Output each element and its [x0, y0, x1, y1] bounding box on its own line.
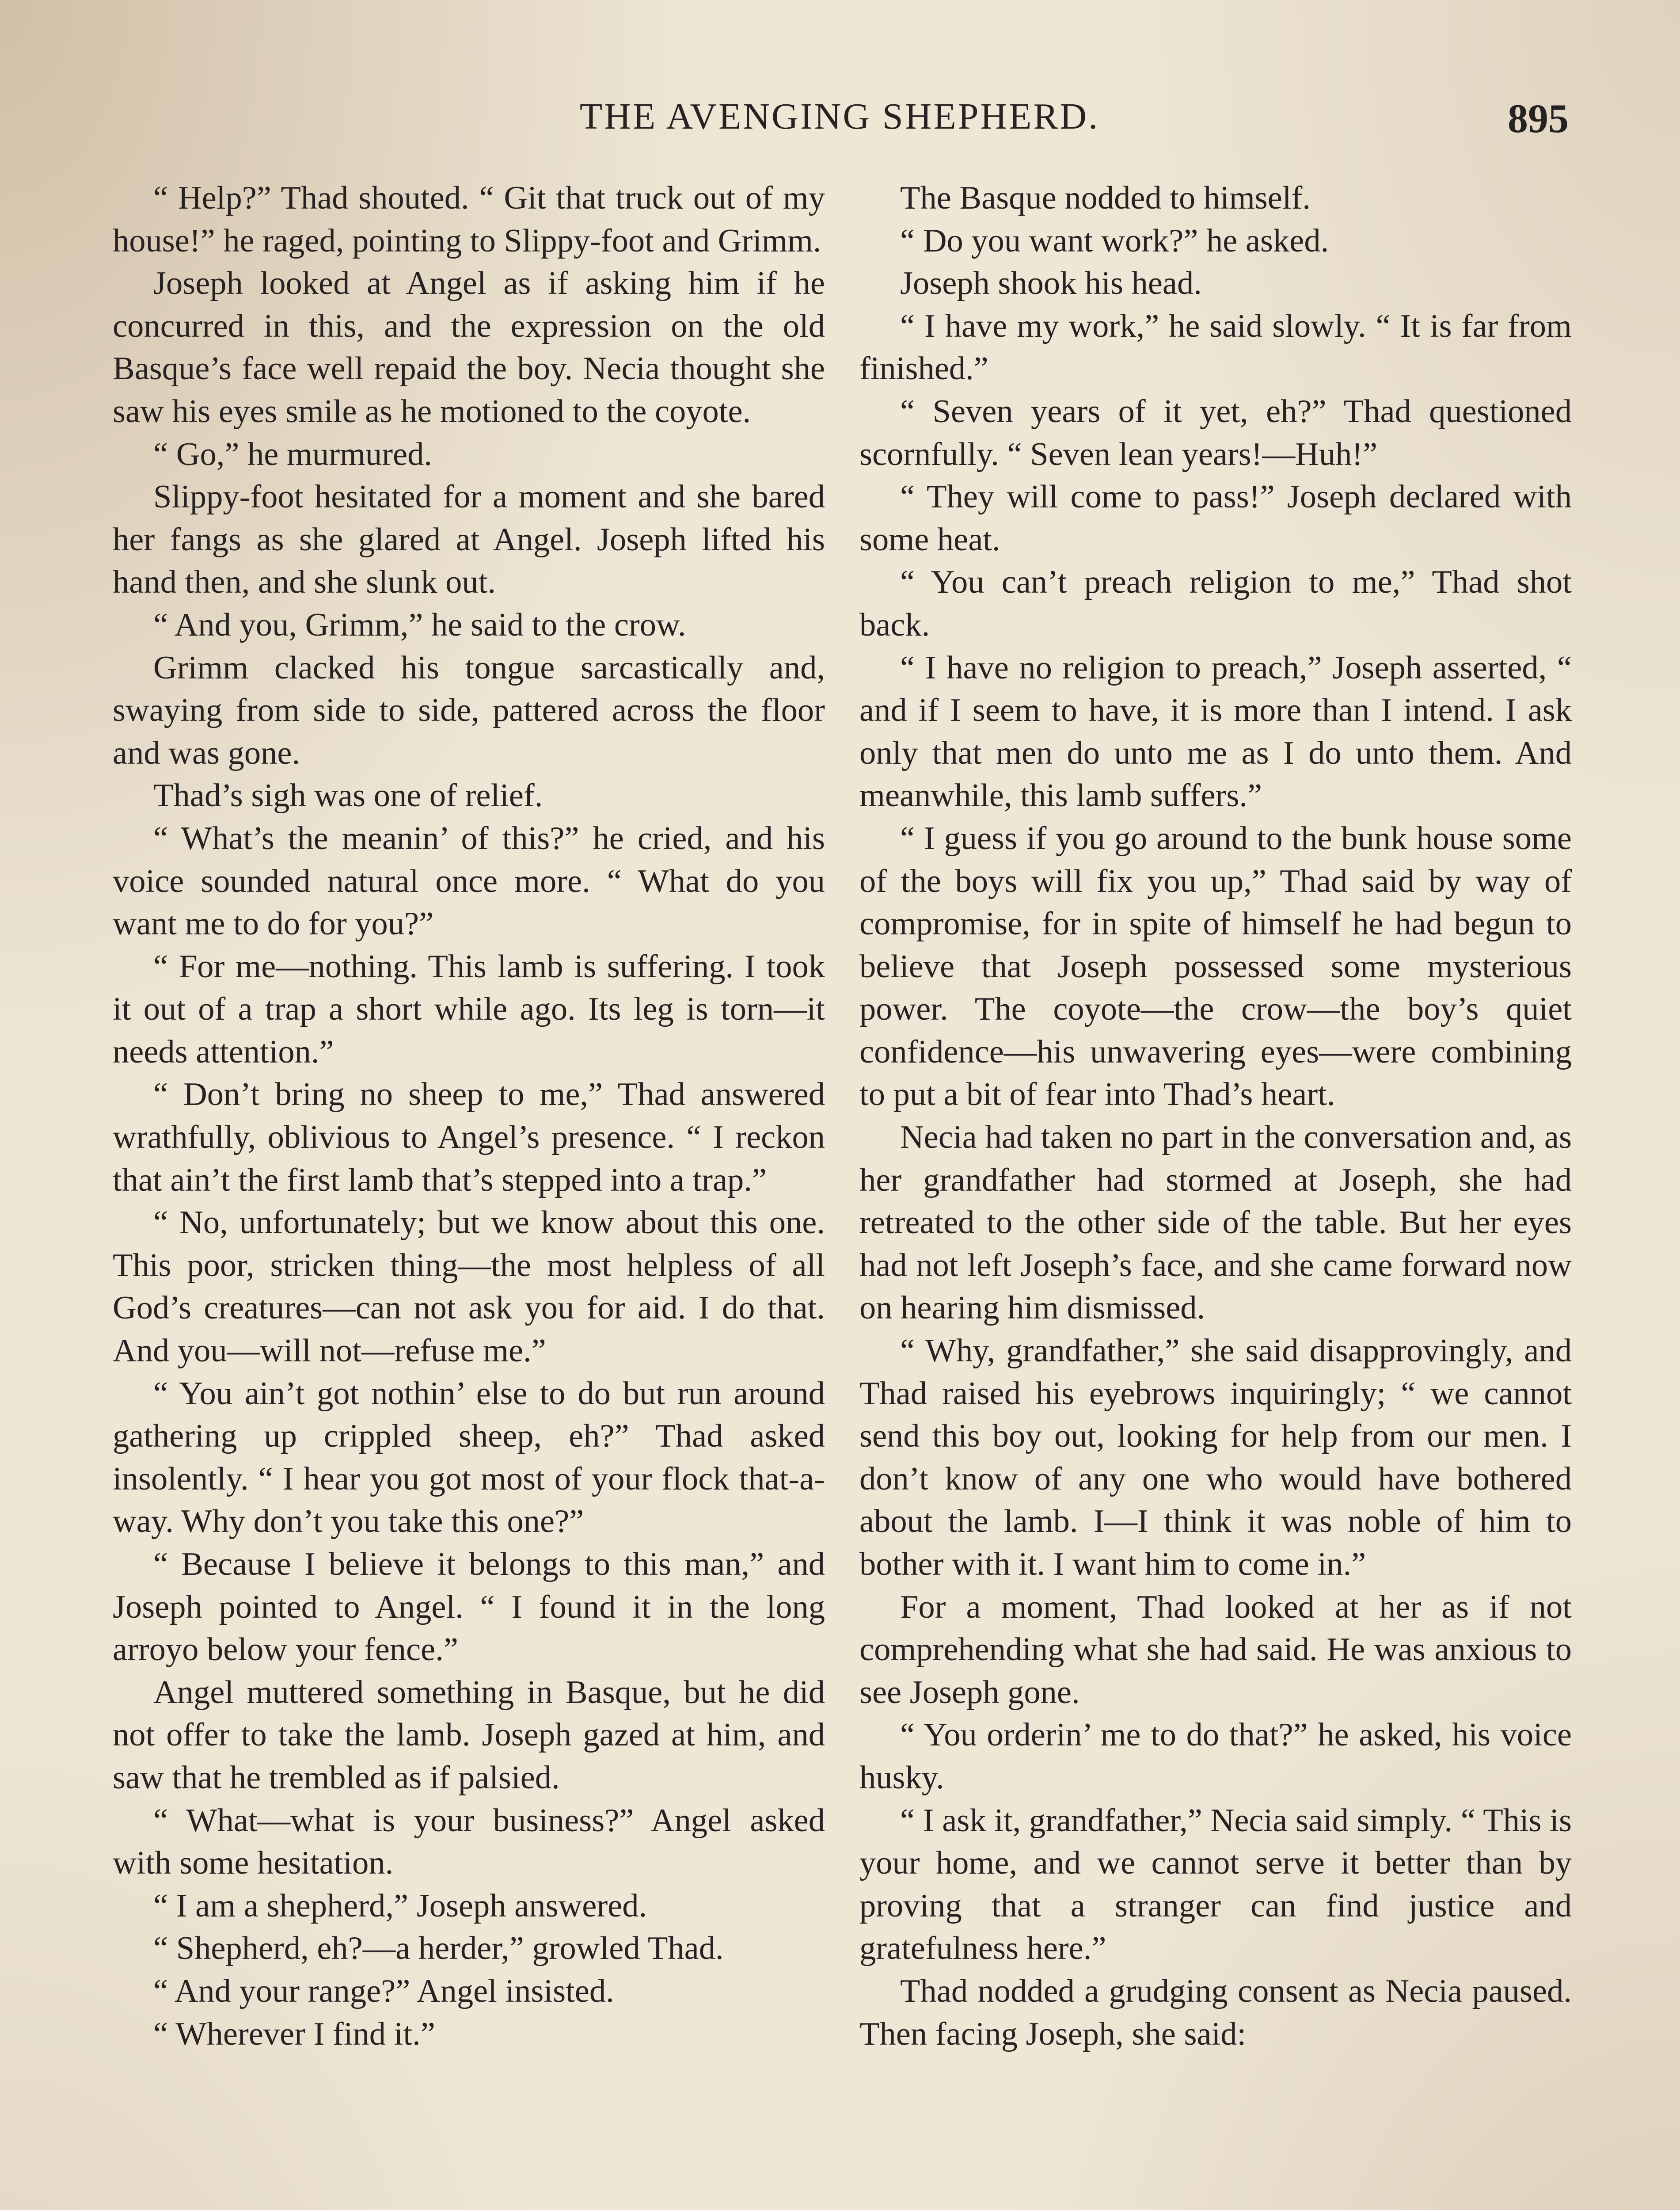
paragraph: “ You ain’t got nothin’ else to do but run around gathering up crippled sheep, eh?” Thad asked insolently. “ I hear you got most of your flock that-a-way. Why don’t you take this one?” — [113, 1375, 825, 1540]
paragraph: “ Because I believe it belongs to this man,” and Joseph pointed to Angel. “ I found it in the long arroyo below your fence.” — [113, 1546, 825, 1668]
paragraph: “ You orderin’ me to do that?” he asked, his voice husky. — [859, 1717, 1572, 1796]
page-header — [110, 95, 1569, 161]
paragraph: “ Go,” he murmured. — [153, 436, 432, 472]
right-column — [859, 177, 1572, 2210]
paragraph: “ I guess if you go around to the bunk house some of the boys will fix you up,” Thad said by way of compromise, for in spite of himself he had begun to believe that Joseph possessed some mysterious power. The coyote—the crow—the boy’s quiet confidence—his unwavering eyes—were combining to put a bit of fear into Thad’s heart. — [859, 820, 1572, 1113]
paragraph: “ What—what is your business?” Angel asked with some hesitation. — [113, 1802, 825, 1882]
paragraph: “ I ask it, grandfather,” Necia said simply. “ This is your home, and we cannot serve it better than by proving that a stranger can find justice and gratefulness here.” — [859, 1802, 1572, 1967]
paragraph: Thad’s sigh was one of relief. — [153, 777, 543, 814]
running-title: THE AVENGING SHEPHERD. — [579, 96, 1100, 137]
left-column — [113, 177, 825, 2210]
paragraph: “ They will come to pass!” Joseph declared with some heat. — [859, 479, 1572, 558]
paragraph: “ Seven years of it yet, eh?” Thad questioned scornfully. “ Seven lean years!—Huh!” — [859, 393, 1572, 472]
paragraph: Slippy-foot hesitated for a moment and she bared her fangs as she glared at Angel. Joseph lifted his hand then, and she slunk out. — [113, 479, 825, 601]
paragraph: “ What’s the meanin’ of this?” he cried, and his voice sounded natural once more. “ What do you want me to do for you?” — [113, 820, 825, 942]
paragraph: Grimm clacked his tongue sarcastically and, swaying from side to side, pattered across the floor and was gone. — [113, 649, 825, 771]
paragraph: “ Don’t bring no sheep to me,” Thad answered wrathfully, oblivious to Angel’s presence. “ I reckon that ain’t the first lamb that’s stepped into a trap.” — [113, 1076, 825, 1198]
paragraph: “ Why, grandfather,” she said disapprovingly, and Thad raised his eyebrows inquiringly; “ we cannot send this boy out, looking for help from our men. I don’t know of any one who would have bothered about the lamb. I—I think it was noble of him to bother with it. I want him to come in.” — [859, 1333, 1572, 1582]
paragraph: “ Wherever I find it.” — [153, 2016, 435, 2052]
paragraph: For a moment, Thad looked at her as if not comprehending what she had said. He was anxious to see Joseph gone. — [859, 1589, 1572, 1711]
paragraph: “ Help?” Thad shouted. “ Git that truck out of my house!” he raged, pointing to Slippy-foot and Grimm. — [113, 180, 825, 259]
paragraph: “ For me—nothing. This lamb is suffering. I took it out of a trap a short while ago. Its leg is torn—it needs attention.” — [113, 948, 825, 1070]
paragraph: “ No, unfortunately; but we know about this one. This poor, stricken thing—the most helpless of all God’s creatures—can not ask you for aid. I do that. And you—will not—refuse me.” — [113, 1204, 825, 1369]
paragraph: Joseph looked at Angel as if asking him if he concurred in this, and the expression on the old Basque’s face well repaid the boy. Necia thought she saw his eyes smile as he motioned to the coyote. — [113, 265, 825, 430]
paragraph: “ Shepherd, eh?—a herder,” growled Thad. — [153, 1930, 724, 1967]
paragraph: The Basque nodded to himself. — [900, 180, 1311, 216]
paragraph: Thad nodded a grudging consent as Necia paused. Then facing Joseph, she said: — [859, 1973, 1572, 2052]
paragraph: “ I am a shepherd,” Joseph answered. — [153, 1887, 647, 1924]
paragraph: “ You can’t preach religion to me,” Thad shot back. — [859, 564, 1572, 643]
paragraph: “ I have no religion to preach,” Joseph asserted, “ and if I seem to have, it is more than I intend. I ask only that men do unto me as I do unto them. And meanwhile, this lamb suffers.” — [859, 649, 1572, 814]
paragraph: “ I have my work,” he said slowly. “ It is far from finished.” — [859, 308, 1572, 387]
paragraph: Necia had taken no part in the conversation and, as her grandfather had stormed at Joseph, she had retreated to the other side of the table. But her eyes had not left Joseph’s face, and she came forward now on hearing him dismissed. — [859, 1119, 1572, 1326]
paragraph: Joseph shook his head. — [900, 265, 1202, 302]
paragraph: Angel muttered something in Basque, but he did not offer to take the lamb. Joseph gazed at him, and saw that he trembled as if palsied. — [113, 1674, 825, 1796]
paragraph: “ And you, Grimm,” he said to the crow. — [153, 606, 686, 643]
page-number: 895 — [1508, 96, 1569, 141]
paragraph: “ And your range?” Angel insisted. — [153, 1973, 614, 2009]
paragraph: “ Do you want work?” he asked. — [900, 222, 1329, 259]
